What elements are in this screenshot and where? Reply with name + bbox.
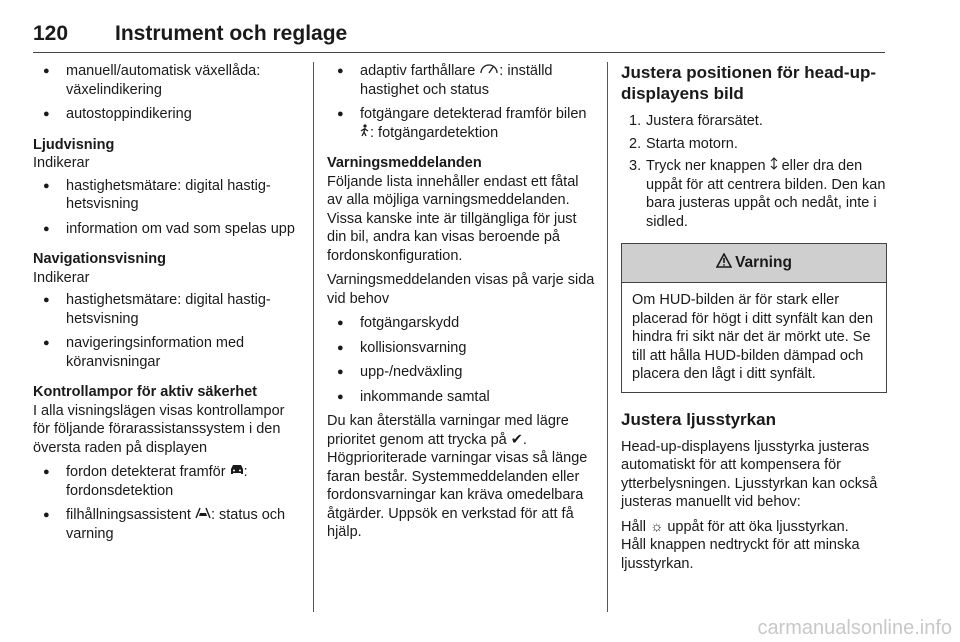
bullet-list bbox=[33, 463, 299, 543]
text: uppåt för att öka ljusstyrkan. bbox=[663, 518, 849, 535]
text: Tryck ner knappen bbox=[646, 158, 770, 174]
section-text: Varningsmeddelanden visas på varje sida vid behov bbox=[327, 272, 595, 307]
section-text bbox=[327, 412, 595, 542]
bullet-list bbox=[33, 62, 299, 124]
column-3 bbox=[621, 62, 887, 579]
text: . bbox=[522, 431, 527, 448]
step-number: 3. bbox=[629, 158, 642, 174]
list-item: ● kollisionsvarning bbox=[327, 339, 595, 358]
text: Du kan återställa varningar med lägre prioritet genom att trycka på bbox=[327, 413, 569, 448]
list-item bbox=[33, 463, 299, 500]
section-text: Följande lista innehåller endast ett fåtal av alla möjliga varningsmeddelanden. Vissa kanske inte är tillgängliga för just din bil, andra kan visas beroende på fordonskonfiguration. bbox=[327, 173, 579, 264]
list-item bbox=[327, 105, 595, 142]
list-item: ● upp-/nedväxling bbox=[327, 363, 595, 382]
checkmark-icon: ✔ bbox=[510, 431, 523, 448]
text: Håll bbox=[621, 518, 651, 535]
bullet-list bbox=[327, 62, 595, 142]
watermark: carmanualsonline.info bbox=[757, 617, 952, 639]
section-heading: Ljudvisning bbox=[33, 136, 115, 153]
section-intro: Indikerar bbox=[33, 155, 90, 171]
text: Högprioriterade varningar visas så länge faran består. Systemmeddelanden eller fordonsvarningar kan kräva omedelbara åtgärder. Uppsök en verkstad för att få hjälp. bbox=[327, 450, 588, 540]
hud-position-icon bbox=[770, 157, 778, 176]
list-item bbox=[621, 135, 887, 154]
adaptive-cruise-icon bbox=[479, 62, 499, 81]
section-text: I alla visningslägen visas kontrollampor för följande förarassistanssystem i den översta raden på displayen bbox=[33, 402, 285, 456]
brightness-icon: ☼ bbox=[650, 518, 664, 535]
column-divider bbox=[607, 62, 608, 612]
list-item: ● manuell/automatisk växellåda: växelindikering bbox=[33, 62, 299, 99]
step-text: Justera förarsätet. bbox=[646, 113, 763, 129]
text: fotgängare detekterad framför bilen bbox=[360, 106, 587, 122]
text: Håll knappen nedtryckt för att minska ljusstyrkan. bbox=[621, 537, 860, 572]
list-item: ● autostoppindikering bbox=[33, 105, 299, 124]
section-heading: Kontrollampor för aktiv säkerhet bbox=[33, 384, 257, 400]
list-item: ● inkommande samtal bbox=[327, 388, 595, 407]
warning-text: Om HUD-bilden är för stark eller placerad för högt i ditt synfält kan den hindra fri sikt när det är mörkt ute. Se till att hålla HUD-bilden dämpad och placera den lågt i ditt synfält. bbox=[632, 292, 874, 382]
bullet-list bbox=[327, 314, 595, 406]
section-active-safety bbox=[33, 383, 299, 543]
text: adaptiv farthållare bbox=[360, 63, 480, 79]
list-item bbox=[327, 62, 595, 99]
section-heading: Justera ljusstyrkan bbox=[621, 409, 776, 429]
step-number: 1. bbox=[629, 113, 642, 129]
list-item: ● fotgängarskydd bbox=[327, 314, 595, 333]
warning-label: Varning bbox=[735, 253, 792, 271]
text: : inställd hastighet och status bbox=[360, 63, 553, 98]
text: eller dra den uppåt för att centrera bilden. Den kan bara justeras uppåt och nedåt, inte i sidled. bbox=[646, 158, 886, 230]
column-1 bbox=[33, 62, 299, 555]
lane-keep-assist-icon bbox=[195, 506, 211, 525]
text: : fordonsdetektion bbox=[66, 464, 248, 499]
list-item bbox=[33, 506, 299, 543]
list-item bbox=[621, 112, 887, 131]
list-item: ● hastighetsmätare: digital hastighetsvisning bbox=[33, 177, 299, 214]
section-sound-display bbox=[33, 136, 299, 239]
text: : fotgängardetektion bbox=[370, 124, 499, 141]
step-number: 2. bbox=[629, 135, 642, 152]
vehicle-ahead-icon bbox=[230, 463, 244, 482]
page-number: 120 bbox=[33, 22, 69, 45]
section-text bbox=[621, 518, 887, 574]
page-title: Instrument och reglage bbox=[115, 22, 348, 45]
section-intro: Indikerar bbox=[33, 269, 90, 286]
section-heading: Varningsmeddelanden bbox=[327, 155, 482, 171]
text: : status och varning bbox=[66, 507, 286, 542]
warning-box bbox=[621, 243, 887, 393]
list-item: ● hastighetsmätare: digital hastighetsvisning bbox=[33, 291, 299, 328]
column-divider bbox=[313, 62, 314, 612]
list-item: ● information om vad som spelas upp bbox=[33, 220, 299, 239]
warning-triangle-icon bbox=[716, 253, 732, 274]
step-text: Starta motorn. bbox=[646, 135, 738, 152]
list-item bbox=[621, 157, 887, 231]
pedestrian-icon bbox=[360, 124, 370, 143]
list-item: ● navigeringsinformation med köranvisningar bbox=[33, 334, 299, 371]
bullet-list bbox=[33, 177, 299, 239]
text: fordon detekterat framför bbox=[66, 464, 230, 480]
bullet-list bbox=[33, 291, 299, 371]
section-heading: Navigationsvisning bbox=[33, 251, 166, 267]
text: filhållningsassistent bbox=[66, 507, 195, 523]
column-2 bbox=[327, 62, 595, 548]
section-navigation-display bbox=[33, 250, 299, 371]
section-heading: Justera positionen för head-up-displayens bild bbox=[621, 63, 877, 103]
numbered-list bbox=[621, 112, 887, 231]
warning-header bbox=[622, 244, 886, 283]
page-header bbox=[33, 22, 885, 53]
section-text: Head-up-displayens ljusstyrka justeras automatiskt för att kompensera för ytterbelysningen. Ljusstyrkan kan också justeras manuellt vid behov: bbox=[621, 438, 878, 510]
